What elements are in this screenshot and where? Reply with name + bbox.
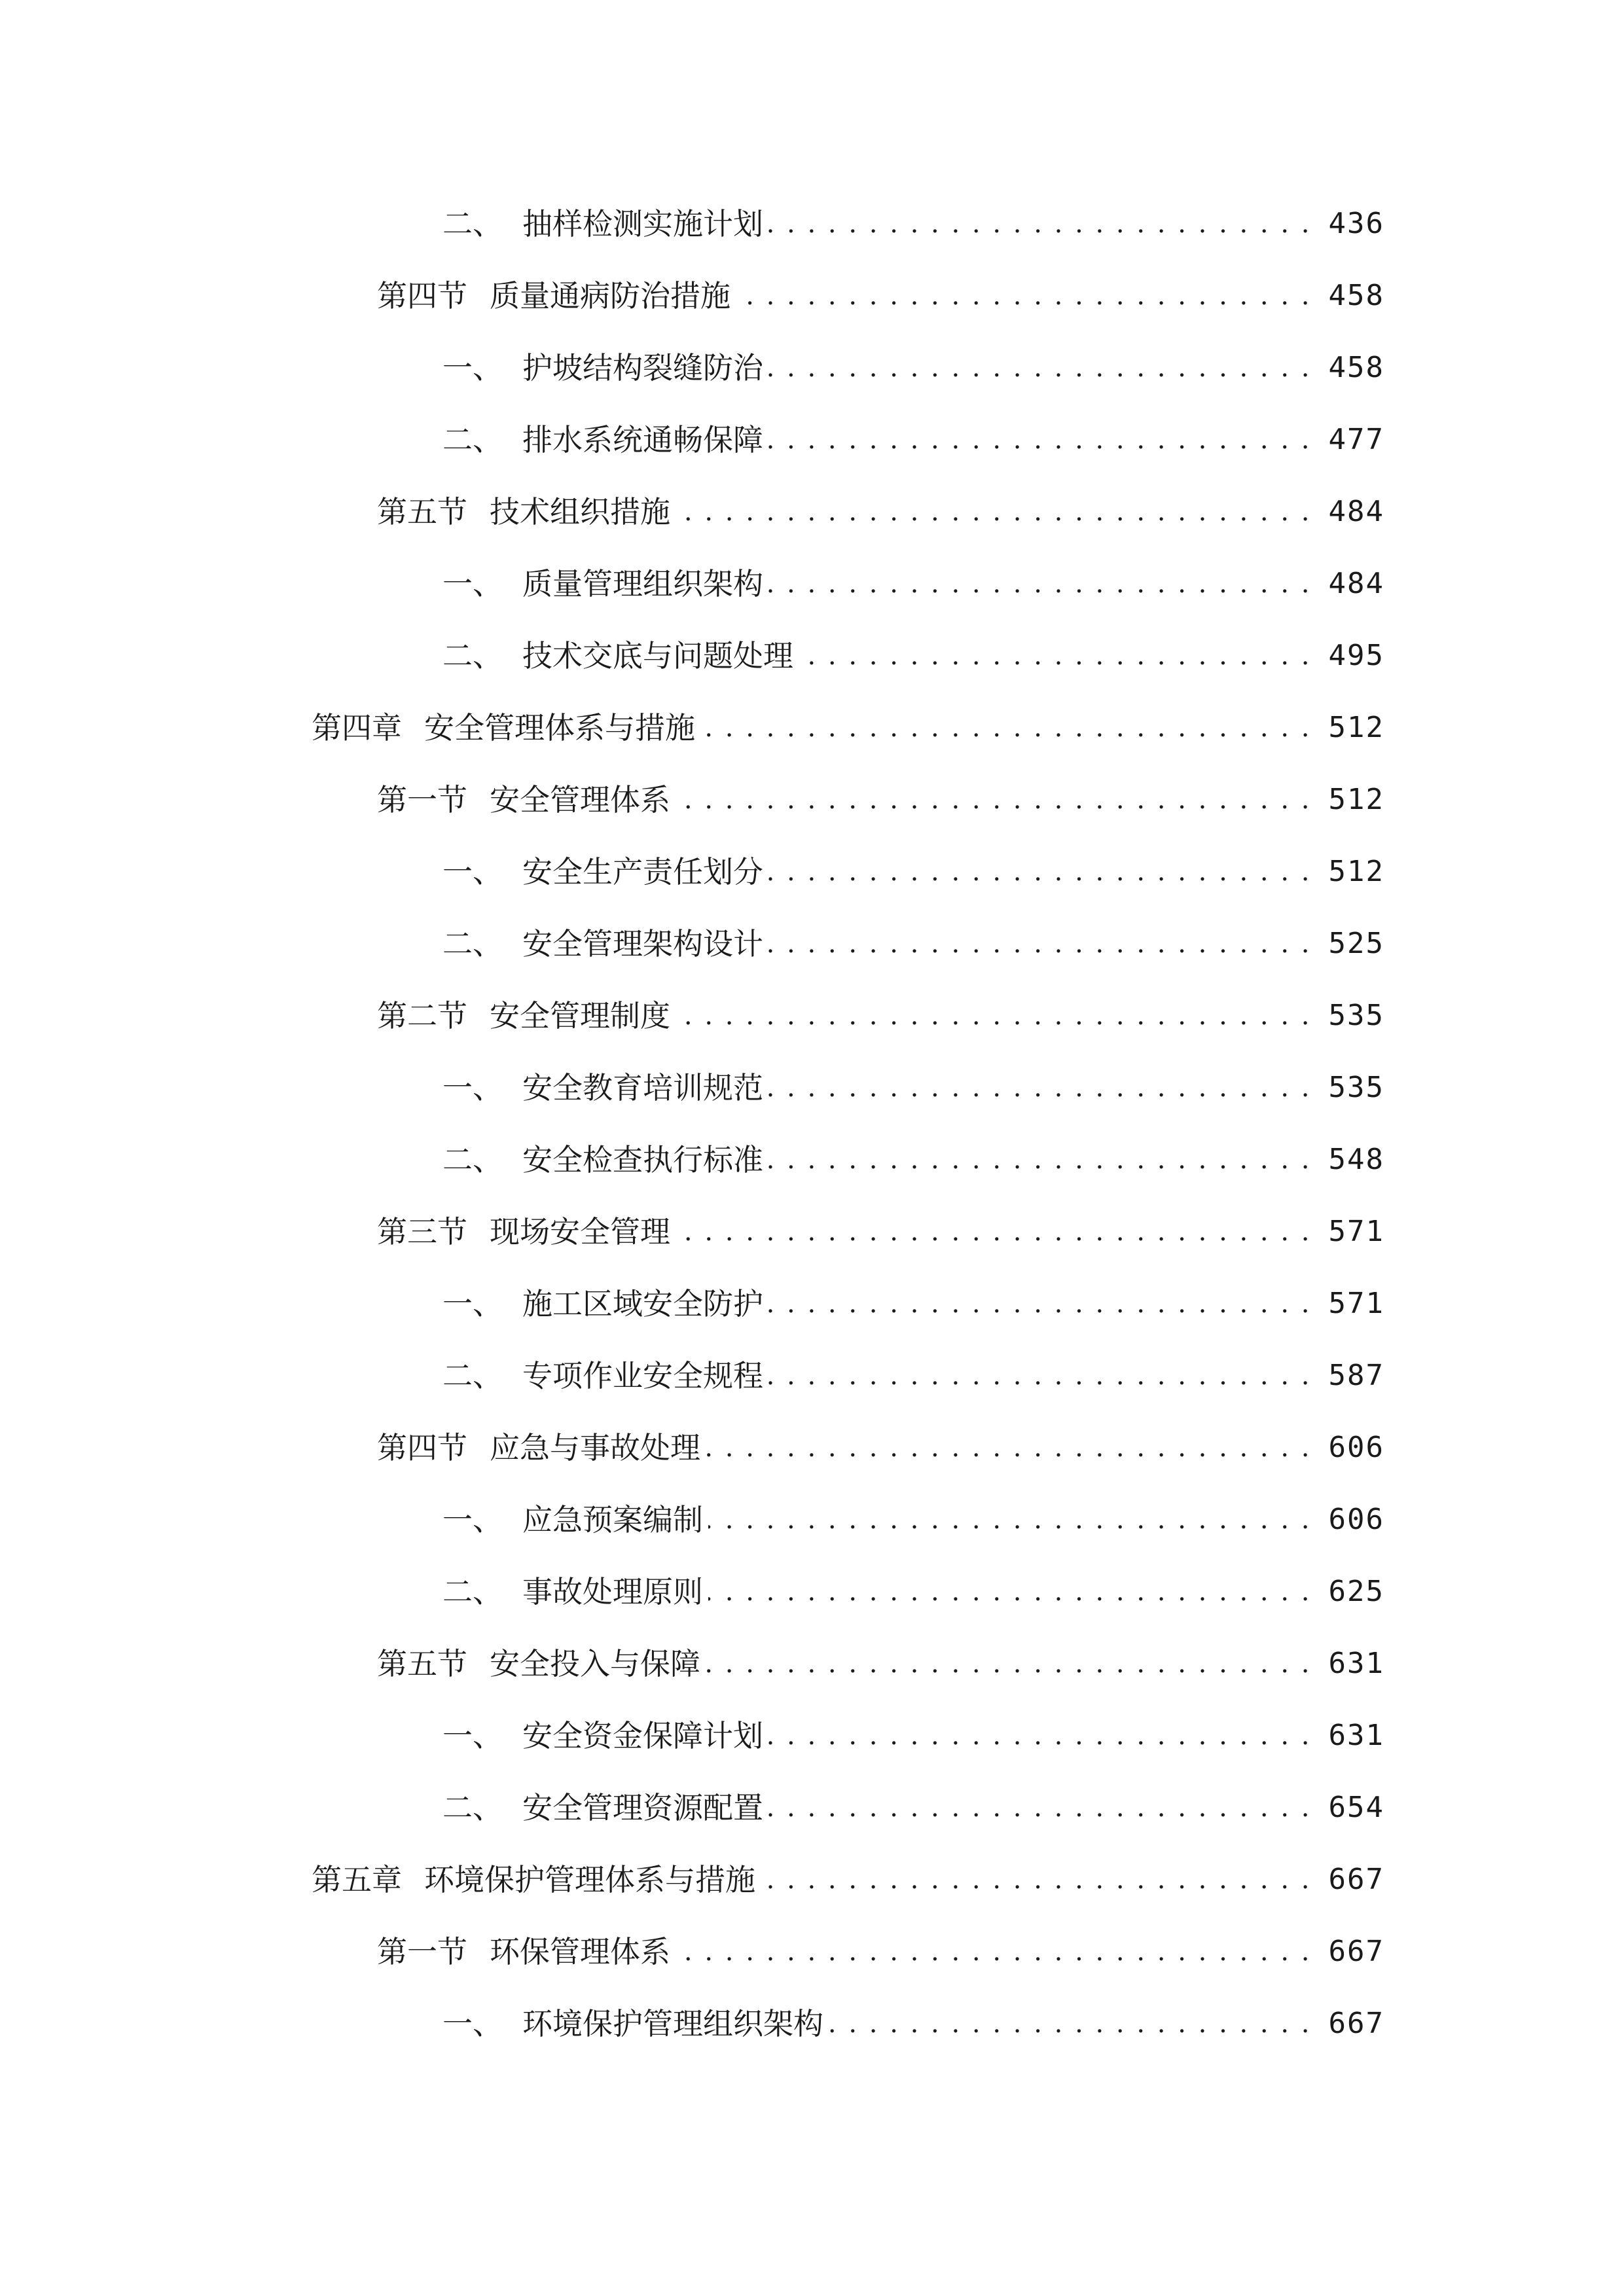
toc-entry-number: 二、	[442, 1574, 503, 1609]
toc-entry-title: 安全资金保障计划	[522, 1718, 763, 1753]
dot-leader	[676, 997, 1312, 1034]
toc-entry[interactable]	[442, 622, 1384, 674]
dot-leader	[768, 1717, 1312, 1754]
toc-entry-page: 631	[1328, 1719, 1384, 1752]
toc-entry[interactable]	[442, 1558, 1384, 1610]
dot-leader	[829, 2005, 1312, 2042]
toc-entry-title: 环保管理体系	[490, 1934, 670, 1969]
dot-leader	[768, 1285, 1312, 1322]
toc-entry-page: 631	[1328, 1647, 1384, 1680]
toc-entry[interactable]	[377, 982, 1384, 1034]
toc-entry[interactable]	[442, 334, 1384, 386]
toc-entry[interactable]	[442, 550, 1384, 602]
toc-entry-page: 436	[1328, 207, 1384, 240]
dot-leader	[700, 709, 1312, 746]
toc-entry-page: 484	[1328, 495, 1384, 528]
toc-entry-title: 施工区域安全防护	[522, 1286, 763, 1321]
toc-entry-title: 抽样检测实施计划	[522, 206, 763, 242]
toc-entry-title: 排水系统通畅保障	[522, 422, 763, 457]
toc-entry-number: 第一节	[377, 782, 467, 817]
toc-entry-number: 第五节	[377, 1646, 467, 1681]
toc-entry-page: 606	[1328, 1431, 1384, 1464]
toc-entry-title: 安全生产责任划分	[522, 854, 763, 889]
toc-entry-page: 512	[1328, 855, 1384, 888]
toc-entry-page: 571	[1328, 1287, 1384, 1320]
toc-entry-title: 质量管理组织架构	[522, 566, 763, 601]
toc-entry-page: 512	[1328, 711, 1384, 744]
toc-entry-number: 第三节	[377, 1214, 467, 1249]
toc-entry-title: 护坡结构裂缝防治	[522, 350, 763, 386]
dot-leader	[676, 493, 1312, 530]
dot-leader	[768, 206, 1312, 242]
toc-entry-page: 587	[1328, 1359, 1384, 1392]
dot-leader	[708, 1501, 1312, 1538]
dot-leader	[768, 925, 1312, 962]
toc-entry[interactable]	[442, 1702, 1384, 1754]
dot-leader	[768, 853, 1312, 890]
toc-entry-title: 安全管理架构设计	[522, 926, 763, 961]
toc-entry-title: 应急预案编制	[522, 1502, 703, 1537]
toc-entry-page: 535	[1328, 1071, 1384, 1104]
dot-leader	[768, 1069, 1312, 1106]
toc-entry-page: 667	[1328, 1935, 1384, 1968]
toc-entry[interactable]	[442, 1270, 1384, 1322]
toc-entry-page: 606	[1328, 1503, 1384, 1536]
toc-entry-title: 安全教育培训规范	[522, 1070, 763, 1105]
toc-entry[interactable]	[377, 1918, 1384, 1970]
toc-entry[interactable]	[442, 1126, 1384, 1178]
toc-entry-title: 安全检查执行标准	[522, 1142, 763, 1177]
dot-leader	[676, 1213, 1312, 1250]
toc-entry-number: 第一节	[377, 1934, 467, 1969]
toc-entry-title: 环境保护管理组织架构	[522, 2006, 823, 2041]
dot-leader	[736, 278, 1312, 314]
dot-leader	[706, 1645, 1312, 1682]
toc-entry-page: 512	[1328, 783, 1384, 816]
toc-entry[interactable]	[377, 1414, 1384, 1466]
toc-entry-page: 654	[1328, 1791, 1384, 1824]
toc-entry-title: 安全管理体系与措施	[424, 710, 695, 745]
toc-entry[interactable]	[377, 766, 1384, 818]
toc-entry-page: 525	[1328, 927, 1384, 960]
toc-entry[interactable]	[442, 1990, 1384, 2042]
toc-entry[interactable]	[312, 1846, 1384, 1898]
toc-entry-number: 一、	[442, 1502, 503, 1537]
dot-leader	[799, 637, 1312, 674]
toc-entry-number: 二、	[442, 206, 503, 242]
toc-entry-page: 495	[1328, 639, 1384, 672]
toc-entry-page: 458	[1328, 279, 1384, 312]
toc-entry[interactable]	[442, 1342, 1384, 1394]
toc-entry-page: 477	[1328, 423, 1384, 456]
toc-entry-number: 第四章	[312, 710, 402, 745]
toc-entry-number: 一、	[442, 854, 503, 889]
toc-entry-number: 一、	[442, 1718, 503, 1753]
toc-entry[interactable]	[442, 910, 1384, 962]
toc-entry[interactable]	[442, 190, 1384, 242]
toc-entry[interactable]	[442, 1054, 1384, 1106]
toc-entry[interactable]	[442, 1486, 1384, 1538]
toc-entry-number: 第五节	[377, 494, 467, 529]
dot-leader	[761, 1861, 1312, 1898]
dot-leader	[706, 1429, 1312, 1466]
dot-leader	[768, 1789, 1312, 1826]
toc-entry[interactable]	[377, 262, 1384, 314]
toc-entry-number: 第四节	[377, 278, 467, 314]
toc-entry[interactable]	[377, 1198, 1384, 1250]
toc-entry[interactable]	[377, 478, 1384, 530]
toc-entry-page: 667	[1328, 1863, 1384, 1896]
toc-entry-number: 第二节	[377, 998, 467, 1033]
toc-entry[interactable]	[442, 406, 1384, 458]
dot-leader	[768, 1141, 1312, 1178]
toc-entry-number: 二、	[442, 1142, 503, 1177]
toc-entry-title: 应急与事故处理	[490, 1430, 700, 1465]
toc-entry-title: 技术交底与问题处理	[522, 638, 793, 673]
toc-entry-number: 一、	[442, 350, 503, 386]
dot-leader	[708, 1573, 1312, 1610]
dot-leader	[768, 422, 1312, 458]
toc-entry-page: 571	[1328, 1215, 1384, 1248]
toc-entry[interactable]	[377, 1630, 1384, 1682]
toc-entry-page: 625	[1328, 1575, 1384, 1608]
toc-entry-title: 环境保护管理体系与措施	[424, 1862, 755, 1897]
toc-entry-title: 安全管理体系	[490, 782, 670, 817]
toc-entry-title: 技术组织措施	[490, 494, 670, 529]
toc-entry-number: 二、	[442, 926, 503, 961]
toc-entry-number: 二、	[442, 638, 503, 673]
toc-entry[interactable]	[442, 1774, 1384, 1826]
toc-entry-page: 548	[1328, 1143, 1384, 1176]
toc-entry-title: 现场安全管理	[490, 1214, 670, 1249]
toc-entry-number: 二、	[442, 1358, 503, 1393]
toc-entry-title: 安全管理制度	[490, 998, 670, 1033]
dot-leader	[768, 1357, 1312, 1394]
toc-entry-title: 事故处理原则	[522, 1574, 703, 1609]
toc-entry-page: 535	[1328, 999, 1384, 1032]
toc-entry-number: 一、	[442, 2006, 503, 2041]
dot-leader	[676, 1933, 1312, 1970]
toc-entry-number: 二、	[442, 422, 503, 457]
toc-entry-number: 一、	[442, 566, 503, 601]
toc-entry-title: 安全投入与保障	[490, 1646, 700, 1681]
dot-leader	[676, 781, 1312, 818]
toc-entry-page: 458	[1328, 351, 1384, 384]
toc-entry[interactable]	[442, 838, 1384, 890]
dot-leader	[768, 350, 1312, 386]
toc-entry-page: 667	[1328, 2007, 1384, 2040]
toc-entry[interactable]	[312, 694, 1384, 746]
toc-entry-number: 一、	[442, 1070, 503, 1105]
toc-entry-number: 第四节	[377, 1430, 467, 1465]
toc-entry-page: 484	[1328, 567, 1384, 600]
toc-entry-title: 质量通病防治措施	[490, 278, 731, 314]
toc-entry-number: 第五章	[312, 1862, 402, 1897]
toc-entry-title: 专项作业安全规程	[522, 1358, 763, 1393]
toc-entry-title: 安全管理资源配置	[522, 1790, 763, 1825]
toc-entry-number: 二、	[442, 1790, 503, 1825]
dot-leader	[768, 565, 1312, 602]
toc-entry-number: 一、	[442, 1286, 503, 1321]
